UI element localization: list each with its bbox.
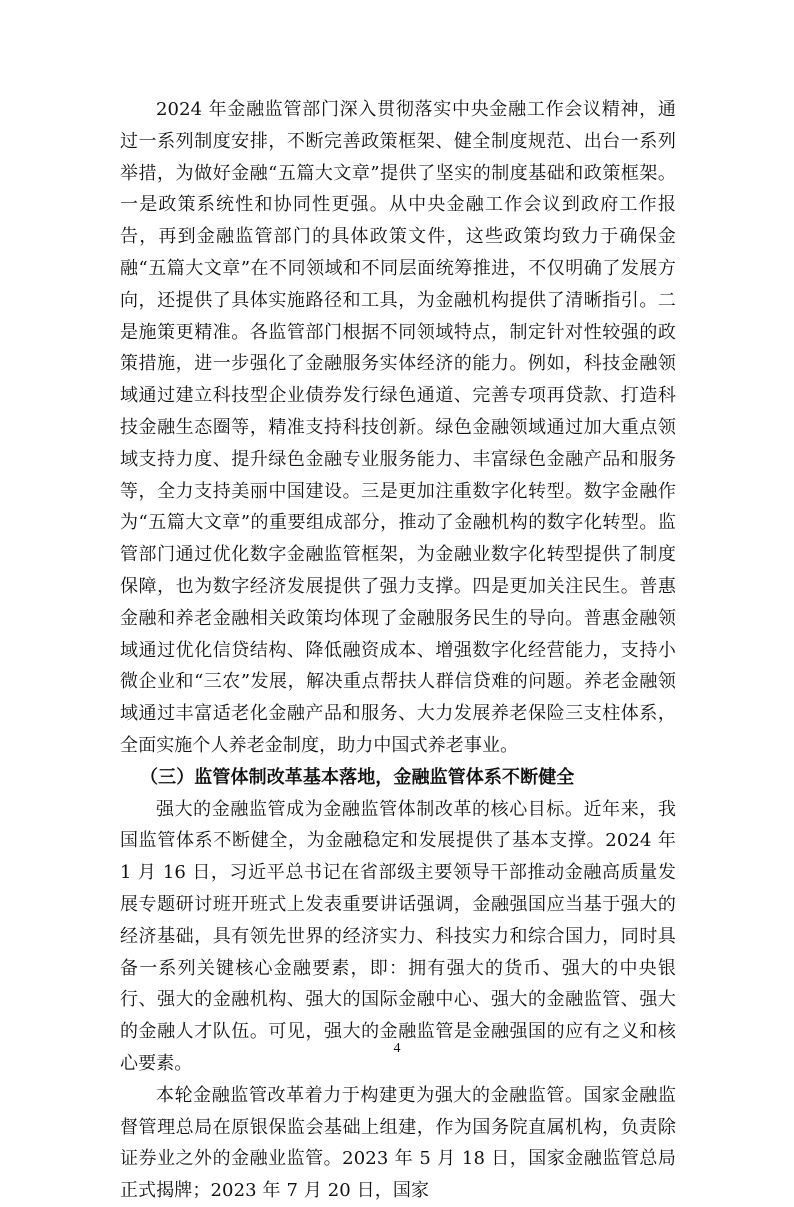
- paragraph-policy-framework: 2024 年金融监管部门深入贯彻落实中央金融工作会议精神，通过一系列制度安排，不断完善政策框架、健全制度规范、出台一系列举措，为做好金融“五篇大文章”提供了坚实的制度基础和政策框架。一是政策系统性和协同性更强。从中央金融工作会议到政府工作报告，再到金融监管部门的具体政策文件，这些政策均致力于确保金融“五篇大文章”在不同领域和不同层面统筹推进，不仅明确了发展方向，还提供了具体实施路径和工具，为金融机构提供了清晰指引。二是施策更精准。各监管部门根据不同领域特点，制定针对性较强的政策措施，进一步强化了金融服务实体经济的能力。例如，科技金融领域通过建立科技型企业债券发行绿色通道、完善专项再贷款、打造科技金融生态圈等，精准支持科技创新。绿色金融领域通过加大重点领域支持力度、提升绿色金融专业服务能力、丰富绿色金融产品和服务等，全力支持美丽中国建设。三是更加注重数字化转型。数字金融作为“五篇大文章”的重要组成部分，推动了金融机构的数字化转型。监管部门通过优化数字金融监管框架，为金融业数字化转型提供了制度保障，也为数字经济发展提供了强力支撑。四是更加关注民生。普惠金融和养老金融相关政策均体现了金融服务民生的导向。普惠金融领域通过优化信贷结构、降低融资成本、增强数字化经营能力，支持小微企业和“三农”发展，解决重点帮扶人群信贷难的问题。养老金融领域通过丰富适老化金融产品和服务、大力发展养老保险三支柱体系，全面实施个人养老金制度，助力中国式养老事业。: [120, 99, 676, 756]
- paragraph-regulatory-reform: 本轮金融监管改革着力于构建更为强大的金融监管。国家金融监督管理总局在原银保监会基础上组建，作为国务院直属机构，负责除证券业之外的金融业监管。2023 年 5 月 18 日，国家金融监管总局正式揭牌；2023 年 7 月 20 日，国家: [120, 1084, 676, 1202]
- section-heading-regulatory-reform: （三）监管体制改革基本落地，金融监管体系不断健全: [140, 766, 575, 788]
- page-number: 4: [393, 1041, 401, 1056]
- document-body: [120, 94, 676, 1207]
- paragraph-strong-regulation: 强大的金融监管成为金融监管体制改革的核心目标。近年来，我国监管体系不断健全，为金融稳定和发展提供了基本支撑。2024 年 1 月 16 日，习近平总书记在省部级主要领导干部推动金融高质量发展专题研讨班开班式上发表重要讲话强调，金融强国应当基于强大的经济基础，具有领先世界的经济实力、科技实力和综合国力，同时具备一系列关键核心金融要素，即：拥有强大的货币、强大的中央银行、强大的金融机构、强大的国际金融中心、强大的金融监管、强大的金融人才队伍。可见，强大的金融监管是金融强国的应有之义和核心要素。: [120, 798, 676, 1074]
